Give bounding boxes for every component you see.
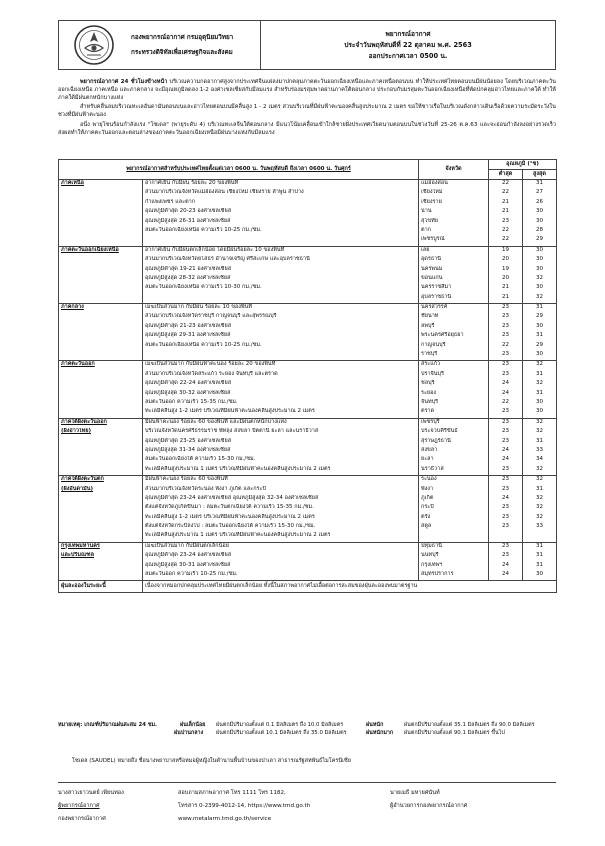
region-name: ภาคตะวันออกเฉียงเหนือ (59, 246, 143, 303)
description-line: ส่วนมากบริเวณจังหวัดสระแก้ว ระยอง จันทบุรี และตราด (145, 370, 278, 377)
description-line: อุณหภูมิสูงสุด 30-32 องศาเซลเซียส (145, 389, 231, 396)
notes-label: หมายเหตุ: เกณฑ์ปริมาณฝนสะสม 24 ชม. (58, 722, 158, 728)
issue-time: ออกประกาศเวลา 0500 น. (368, 52, 448, 61)
max-temp-column (523, 418, 557, 475)
description-line: ส่วนมากบริเวณจังหวัดราชบุรี กาญจนบุรี และสุพรรณบุรี (145, 313, 277, 320)
min-temp-cell: 23 (502, 217, 509, 224)
min-temp-cell: 23 (502, 542, 509, 549)
description-line (145, 294, 416, 303)
description-line: มีฝนฟ้าคะนอง ร้อยละ 60 ของพื้นที่ และมีฝนตกหนักบางแห่ง (145, 418, 287, 425)
max-temp-cell: 34 (536, 456, 543, 463)
max-temp-cell: 30 (536, 256, 543, 263)
max-temp-cell: 30 (536, 351, 543, 358)
description-line: อุณหภูมิต่ำสุด 22-24 องศาเซลเซียส (145, 380, 232, 387)
min-temp-cell: 19 (502, 265, 509, 272)
table-head-temp: อุณหภูมิ (°ซ) (489, 160, 557, 170)
max-temp-cell: 31 (536, 304, 543, 311)
summary-text: บริเวณความกดอากาศสูงจากประเทศจีนแผ่ลงมาปกคลุมภาคตะวันออกเฉียงเหนือและภาคเหนือตอนบน ทำให้ประเทศไทยตอนบนมีฝนน้อยลง โดยบริเวณภาคตะวันออกเฉียงเหนือ ภาคเหนือ และภาคกลาง จะมีอุณหภูมิลดลง 1-2 องศาเซลเซียสกับมีลมแรง สำหรับร่องมรสุมพาดผ่านภาคใต้ตอนกลาง ประกอบกับมรสุมตะวันออกเฉียงเหนือที่พัดปกคลุมอ่าวไทยและภาคใต้ ทำให้ภาคใต้มีฝนตกหนักบางแห่ง (58, 79, 556, 102)
description-line (145, 236, 416, 245)
min-temp-cell: 23 (502, 504, 509, 511)
min-temp-cell: 23 (502, 465, 509, 472)
max-temp-cell: 31 (536, 542, 543, 549)
min-temp-cell: 23 (502, 370, 509, 377)
description-line: อุณหภูมิต่ำสุด 23-24 องศาเซลเซียส (145, 552, 232, 559)
max-temp-column (523, 180, 557, 247)
min-temp-cell: 20 (502, 256, 509, 263)
max-temp-column (523, 304, 557, 361)
description-line: ลมตะวันออก ความเร็ว 15-35 กม./ชม. (145, 398, 238, 405)
min-temp-cell: 21 (502, 208, 509, 215)
min-temp-cell: 23 (502, 437, 509, 444)
notes-row-1 (58, 721, 556, 729)
max-temp-cell: 31 (536, 370, 543, 377)
max-temp-cell: 30 (536, 571, 543, 578)
max-temp-cell (525, 532, 554, 541)
min-temp-cell: 24 (502, 389, 509, 396)
province-cell: ชลบุรี (421, 380, 435, 387)
max-temp-column (523, 246, 557, 303)
description-line: ตั้งแต่จังหวัดภูเก็ตขึ้นมา : ลมตะวันตกเฉียงใต้ ความเร็ว 15-35 กม./ชม. (145, 504, 314, 511)
max-temp-column (523, 542, 557, 581)
max-temp-cell: 33 (536, 523, 543, 530)
max-temp-cell: 30 (536, 322, 543, 329)
document-title: พยากรณ์อากาศ (385, 29, 431, 38)
province-cell: นครพนม (421, 265, 443, 272)
min-temp-cell: 22 (502, 236, 509, 243)
region-name: ภาคใต้ฝั่งตะวันตก (ฝั่งอันดามัน) (59, 476, 143, 543)
regional-forecast-table (58, 159, 557, 593)
region-description (143, 361, 419, 418)
document-footer (58, 782, 556, 826)
contact-phone: โทรสาร 0-2399-4012-14, https://www.tmd.go.th (178, 803, 311, 809)
max-temp-cell: 31 (536, 561, 543, 568)
region-row (59, 542, 557, 581)
min-temp-cell: 24 (502, 494, 509, 501)
min-temp-column (489, 304, 523, 361)
table-head-max: สูงสุด (523, 170, 557, 180)
min-temp-column (489, 542, 523, 581)
province-cell: ตราด (421, 408, 435, 415)
min-temp-cell: 23 (502, 408, 509, 415)
director-title: ผู้อำนวยการกองพยากรณ์อากาศ (390, 803, 468, 809)
region-row (59, 361, 557, 418)
light-rain-text: ฝนตกมีปริมาณตั้งแต่ 0.1 มิลลิเมตร ถึง 10.0 มิลลิเมตร (216, 722, 344, 728)
max-temp-column (523, 476, 557, 543)
description-line: อุณหภูมิต่ำสุด 23-24 องศาเซลเซียส อุณหภูมิสูงสุด 32-34 องศาเซลเซียส (145, 494, 319, 501)
min-temp-cell (491, 532, 520, 541)
region-name: ภาคเหนือ (59, 180, 143, 247)
region-subtitle: และปริมณฑล (61, 552, 94, 559)
description-line: อุณหภูมิต่ำสุด 20-23 องศาเซลเซียส (145, 208, 232, 215)
min-temp-cell: 23 (502, 351, 509, 358)
region-description (143, 418, 419, 475)
max-temp-cell: 30 (536, 246, 543, 253)
ministry-name: กระทรวงดิจิทัลเพื่อเศรษฐกิจและสังคม (131, 48, 233, 56)
min-temp-cell: 23 (502, 332, 509, 339)
description-line: ส่วนมากบริเวณจังหวัดยโสธร อำนาจเจริญ ศรีสะเกษ และอุบลราชธานี (145, 256, 310, 263)
region-row (59, 418, 557, 475)
description-line: ส่วนมากบริเวณจังหวัดระนอง พังงา ภูเก็ต และกระบี่ (145, 485, 266, 492)
summary-lead: พยากรณ์อากาศ 24 ชั่วโมงข้างหน้า (80, 79, 168, 85)
max-temp-cell: 32 (536, 476, 543, 483)
description-line: เมฆเป็นส่วนมาก กับมีฝนฟ้าคะนอง ร้อยละ 20 ของพื้นที่ (145, 361, 276, 368)
province-column (419, 418, 489, 475)
max-temp-cell: 32 (536, 428, 543, 435)
description-line: อุณหภูมิสูงสุด 28-32 องศาเซลเซียส (145, 274, 231, 281)
min-temp-cell: 23 (502, 418, 509, 425)
province-cell: กรุงเทพฯ (421, 561, 443, 568)
notes-row-2 (58, 729, 556, 737)
province-cell: สุโขทัย (421, 217, 438, 224)
province-cell: จันทบุรี (421, 398, 439, 405)
description-line: ส่วนมากบริเวณจังหวัดแม่ฮ่องสอน เชียงใหม่ เชียงราย ลำพูน ลำปาง (145, 189, 304, 196)
province-cell: ราชบุรี (421, 351, 438, 358)
table-head-area: พยากรณ์อากาศสำหรับประเทศไทยตั้งแต่เวลา 0600 น. วันพฤหัสบดี ถึงเวลา 0600 น. วันศุกร์ (59, 160, 419, 180)
description-line: อากาศเย็น กับมีฝน ร้อยละ 20 ของพื้นที่ (145, 180, 239, 186)
description-line: ตั้งแต่จังหวัดกระบี่ลงไป : ลมตะวันออกเฉียงใต้ ความเร็ว 15-30 กม./ชม. (145, 523, 316, 530)
description-line: ลมตะวันออกเฉียงใต้ ความเร็ว 15-30 กม./ชม. (145, 456, 256, 463)
province-cell: อุดรธานี (421, 256, 442, 263)
forecast-division: กองพยากรณ์อากาศ (58, 816, 106, 822)
province-cell: ระยอง (421, 389, 437, 396)
max-temp-cell: 32 (536, 380, 543, 387)
forecaster-name: นางสาวเยาวนตย์ เพียนทอง (58, 790, 124, 796)
pm-text: เนื่องจากหมอกปกคลุมประเทศไทยมีฝนตกเล็กน้อย ทั้งนี้ในสภาพอากาศไม่เอื้อต่อการสะสมของฝุ่นละอองพบมาตรฐาน (143, 581, 557, 593)
region-row (59, 304, 557, 361)
province-cell: ภูเก็ต (421, 494, 434, 501)
description-line: อุณหภูมิสูงสุด 30-31 องศาเซลเซียส (145, 561, 231, 568)
province-cell: ตรัง (421, 513, 431, 520)
province-cell: ปราจีนบุรี (421, 370, 444, 377)
region-description (143, 542, 419, 581)
province-cell: แม่ฮ่องสอน (421, 180, 448, 186)
province-cell: สตูล (421, 523, 432, 530)
max-temp-cell: 32 (536, 494, 543, 501)
region-row (59, 476, 557, 543)
region-description (143, 304, 419, 361)
province-cell: อุบลราชธานี (421, 293, 452, 300)
province-cell: ลพบุรี (421, 322, 435, 329)
max-temp-cell: 29 (536, 313, 543, 320)
min-temp-cell: 20 (502, 274, 509, 281)
max-temp-cell: 32 (536, 465, 543, 472)
table-head-min: ต่ำสุด (489, 170, 523, 180)
description-line: ทะเลมีคลื่นสูงประมาณ 1 เมตร บริเวณที่มีฝนฟ้าคะนองคลื่นสูงประมาณ 2 เมตร (145, 465, 331, 472)
max-temp-cell: 32 (536, 513, 543, 520)
heavy-rain-label: ฝนหนัก (366, 722, 384, 728)
region-name: ภาคกลาง (59, 304, 143, 361)
region-row (59, 180, 557, 247)
max-temp-cell: 32 (536, 361, 543, 368)
max-temp-cell: 26 (536, 198, 543, 205)
min-temp-cell: 23 (502, 304, 509, 311)
max-temp-cell: 30 (536, 408, 543, 415)
province-cell: สระแก้ว (421, 361, 441, 368)
max-temp-cell: 28 (536, 226, 543, 233)
min-temp-cell: 22 (502, 398, 509, 405)
min-temp-cell: 23 (502, 552, 509, 559)
storm-name-note: โซเดล (SAUDEL) หมายถึง ชื่อนางพยาบาลหรือหมอผู้หญิงในตำนานพื้นบ้านของปาเลา สาธารณรัฐสหพันธ์ไมโครนีเซีย (72, 758, 351, 764)
min-temp-cell: 19 (502, 246, 509, 253)
tmd-logo (59, 21, 129, 69)
min-temp-cell: 23 (502, 523, 509, 530)
hotline-text: สอบถามสภาพอากาศ โทร 1111 โทร 1182, (178, 790, 286, 796)
min-temp-column (489, 180, 523, 247)
min-temp-cell: 22 (502, 180, 509, 186)
forecast-date: ประจำวันพฤหัสบดีที่ 22 ตุลาคม พ.ศ. 2563 (344, 40, 472, 49)
province-column (419, 542, 489, 581)
province-cell: เพชรบุรี (421, 418, 440, 425)
max-temp-cell: 32 (536, 418, 543, 425)
max-temp-cell: 29 (536, 236, 543, 243)
org-name: กองพยากรณ์อากาศ กรมอุตุนิยมวิทยา (131, 33, 234, 41)
min-temp-cell: 23 (502, 313, 509, 320)
description-line: อุณหภูมิสูงสุด 31-34 องศาเซลเซียส (145, 446, 231, 453)
max-temp-cell: 32 (536, 274, 543, 281)
min-temp-cell: 23 (502, 476, 509, 483)
min-temp-cell: 24 (502, 456, 509, 463)
min-temp-cell: 21 (502, 284, 509, 291)
province-column (419, 361, 489, 418)
description-line: อุณหภูมิต่ำสุด 19-21 องศาเซลเซียส (145, 265, 232, 272)
table-head-province: จังหวัด (419, 160, 489, 180)
region-description (143, 476, 419, 543)
moderate-rain-label: ฝนปานกลาง (174, 730, 204, 737)
province-cell: นนทบุรี (421, 552, 439, 559)
summary-paragraph-3: อนึ่ง พายุโซนร้อนกำลังแรง "โซเดล" (พายุระดับ 4) บริเวณทะเลจีนใต้ตอนกลาง มีแนวโน้มเคลื่อนเข้าใกล้ชายฝั่งประเทศเวียดนามตอนบนในช่วงวันที่ 25-26 ต.ค.63 และจะอ่อนกำลังลงอย่างรวดเร็ว ส่งผลทำให้ภาคตะวันออกและตอนล่างของภาคตะวันออกเฉียงเหนือมีฝนบางแห่งกับมีลมแรง (58, 121, 556, 136)
province-cell: น่าน (421, 208, 432, 215)
province-cell: เชียงใหม่ (421, 189, 443, 196)
service-website[interactable]: www.metalarm.tmd.go.th/service (178, 816, 272, 822)
region-subtitle: (ฝั่งอันดามัน) (61, 485, 94, 492)
very-heavy-rain-label: ฝนหนักมาก (366, 730, 394, 737)
province-cell: ขอนแก่น (421, 274, 443, 281)
province-cell: นราธิวาส (421, 465, 444, 472)
min-temp-cell: 21 (502, 198, 509, 205)
min-temp-cell: 22 (502, 341, 509, 348)
description-line: เมฆเป็นส่วนมาก กับมีฝน ร้อยละ 10 ของพื้นที่ (145, 304, 252, 311)
description-line: อุณหภูมิต่ำสุด 21-23 องศาเซลเซียส (145, 322, 232, 329)
max-temp-cell: 33 (536, 446, 543, 453)
max-temp-cell: 29 (536, 341, 543, 348)
director-name: นายเมธี มหายศนันท์ (390, 790, 440, 796)
province-cell: ระนอง (421, 476, 437, 483)
max-temp-cell: 30 (536, 284, 543, 291)
province-cell: กระบี่ (421, 504, 434, 511)
province-cell: ตาก (421, 226, 431, 233)
region-row (59, 246, 557, 303)
description-line: ลมตะวันออกเฉียงเหนือ ความเร็ว 10-25 กม./ชม. (145, 226, 262, 233)
province-cell: สมุทรปราการ (421, 571, 454, 578)
region-name: กรุงเทพมหานคร และปริมณฑล (59, 542, 143, 581)
rain-criteria-notes (58, 721, 556, 738)
min-temp-cell: 23 (502, 361, 509, 368)
province-column (419, 304, 489, 361)
description-line: มีฝนฟ้าคะนอง ร้อยละ 60 ของพื้นที่ (145, 476, 228, 483)
region-subtitle: (ฝั่งอ่าวไทย) (61, 428, 92, 435)
description-line (145, 351, 416, 360)
very-heavy-rain-text: ฝนตกมีปริมาณตั้งแต่ 90.1 มิลลิเมตร ขึ้นไป (404, 730, 505, 737)
description-line: ลมตะวันออกเฉียงเหนือ ความเร็ว 10-25 กม./ชม. (145, 341, 262, 348)
document-header (58, 20, 556, 70)
max-temp-cell: 31 (536, 552, 543, 559)
min-temp-cell: 22 (502, 226, 509, 233)
min-temp-cell: 24 (502, 571, 509, 578)
province-cell: ชัยนาท (421, 313, 439, 320)
province-cell: นครราชสีมา (421, 284, 452, 291)
province-column (419, 246, 489, 303)
max-temp-cell: 31 (536, 485, 543, 492)
min-temp-cell: 24 (502, 561, 509, 568)
region-name: ภาคใต้ฝั่งตะวันออก (ฝั่งอ่าวไทย) (59, 418, 143, 475)
province-cell: ปทุมธานี (421, 542, 442, 549)
province-cell: สงขลา (421, 446, 438, 453)
max-temp-cell: 31 (536, 180, 543, 186)
max-temp-cell: 30 (536, 208, 543, 215)
max-temp-cell: 30 (536, 398, 543, 405)
light-rain-label: ฝนเล็กน้อย (180, 722, 206, 728)
min-temp-cell: 23 (502, 322, 509, 329)
description-line: ทะเลมีคลื่นสูง 1-2 เมตร บริเวณที่มีฝนฟ้าคะนองคลื่นสูงประมาณ 2 เมตร (145, 513, 315, 520)
province-cell: เชียงราย (421, 198, 442, 205)
province-cell: ประจวบคีรีขันธ์ (421, 428, 458, 435)
region-description (143, 180, 419, 247)
forecast-summary (58, 78, 556, 138)
description-line: ลมตะวันออก ความเร็ว 10-25 กม./ชม. (145, 571, 238, 578)
min-temp-column (489, 361, 523, 418)
forecaster-title: ผู้พยากรณ์อากาศ (58, 803, 100, 809)
min-temp-column (489, 418, 523, 475)
province-cell: พังงา (421, 485, 434, 492)
summary-paragraph-2: สำหรับคลื่นลมบริเวณทะเลอันดามันตอนบนและอ่าวไทยตอนบนมีคลื่นสูง 1 - 2 เมตร ส่วนบริเวณที่มีฝนฟ้าคะนองคลื่นสูงประมาณ 2 เมตร ขอให้ชาวเรือในบริเวณดังกล่าวเดินเรือด้วยความระมัดระวังในช่วงที่มีฝนฟ้าคะนอง (58, 104, 556, 119)
province-cell (421, 532, 486, 541)
province-cell: ยะลา (421, 456, 434, 463)
province-column (419, 180, 489, 247)
region-name: ภาคตะวันออก (59, 361, 143, 418)
max-temp-column (523, 361, 557, 418)
max-temp-cell: 32 (536, 504, 543, 511)
province-cell: เลย (421, 246, 430, 253)
description-line: บริเวณจังหวัดนครศรีธรรมราช พัทลุง สงขลา ปัตตานี ยะลา และนราธิวาส (145, 428, 319, 435)
description-line: อุณหภูมิต่ำสุด 23-25 องศาเซลเซียส (145, 437, 232, 444)
description-line: กำแพงเพชร และตาก (145, 198, 196, 205)
min-temp-cell: 24 (502, 380, 509, 387)
province-cell: กาญจนบุรี (421, 341, 446, 348)
description-line: อุณหภูมิสูงสุด 26-31 องศาเซลเซียส (145, 217, 231, 224)
description-line: ลมตะวันออกเฉียงเหนือ ความเร็ว 10-30 กม./ชม. (145, 284, 262, 291)
pm-label: ฝุ่นละอองในระยะนี้ (59, 581, 143, 593)
max-temp-cell: 31 (536, 437, 543, 444)
description-line: ทะเลมีคลื่นสูงประมาณ 1 เมตร บริเวณที่มีฝนฟ้าคะนองคลื่นสูงประมาณ 2 เมตร (145, 532, 331, 539)
heavy-rain-text: ฝนตกมีปริมาณตั้งแต่ 35.1 มิลลิเมตร ถึง 90.0 มิลลิเมตร (404, 722, 535, 728)
min-temp-cell: 23 (502, 428, 509, 435)
region-description (143, 246, 419, 303)
moderate-rain-text: ฝนตกมีปริมาณตั้งแต่ 10.1 มิลลิเมตร ถึง 35.0 มิลลิเมตร (216, 730, 347, 737)
max-temp-cell: 32 (536, 293, 543, 300)
min-temp-column (489, 246, 523, 303)
min-temp-column (489, 476, 523, 543)
province-column (419, 476, 489, 543)
description-line: อุณหภูมิสูงสุด 29-31 องศาเซลเซียส (145, 332, 231, 339)
max-temp-cell: 30 (536, 265, 543, 272)
province-cell: สุราษฎร์ธานี (421, 437, 451, 444)
province-cell: เพชรบูรณ์ (421, 236, 445, 243)
province-cell: พระนครศรีอยุธยา (421, 332, 464, 339)
description-line: ทะเลมีคลื่นสูง 1-2 เมตร บริเวณที่มีฝนฟ้าคะนองคลื่นสูงประมาณ 2 เมตร (145, 408, 315, 415)
summary-paragraph-1 (58, 78, 556, 102)
max-temp-cell: 31 (536, 389, 543, 396)
province-cell: นครสวรรค์ (421, 304, 448, 311)
max-temp-cell: 27 (536, 189, 543, 196)
min-temp-cell: 23 (502, 485, 509, 492)
description-line: เมฆเป็นส่วนมาก กับมีฝนตกเล็กน้อย (145, 542, 229, 549)
min-temp-cell: 22 (502, 189, 509, 196)
description-line: อากาศเย็น กับมีฝนตกเล็กน้อย โดยมีฝนร้อยละ 10 ของพื้นที่ (145, 246, 285, 253)
min-temp-cell: 23 (502, 513, 509, 520)
max-temp-cell: 30 (536, 217, 543, 224)
min-temp-cell: 24 (502, 446, 509, 453)
min-temp-cell: 21 (502, 293, 509, 300)
max-temp-cell: 31 (536, 332, 543, 339)
